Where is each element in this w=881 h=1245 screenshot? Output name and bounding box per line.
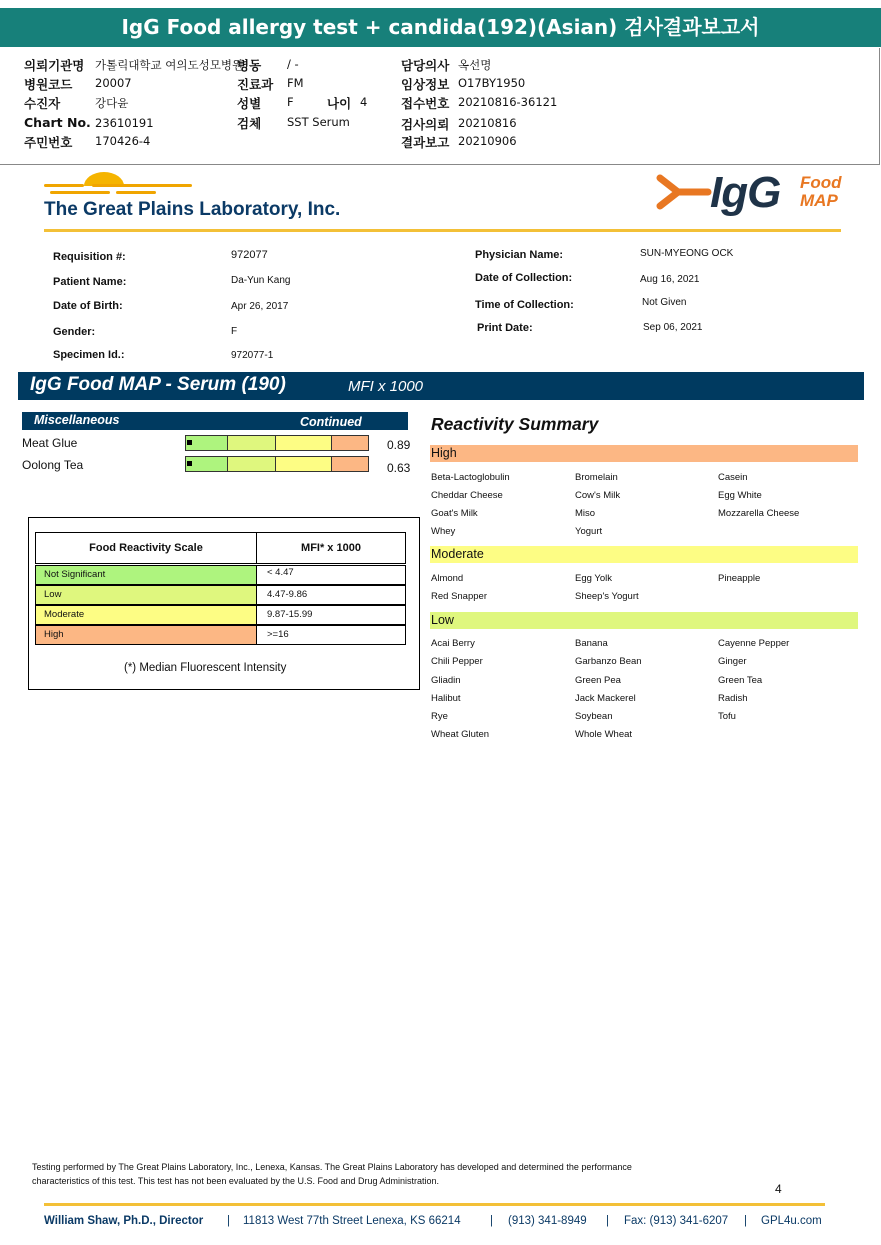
summary-title: Reactivity Summary	[431, 414, 599, 434]
reactivity-meter	[185, 435, 369, 451]
summary-low-item: Chili Pepper	[431, 656, 483, 667]
scale-range: 9.87-15.99	[256, 605, 406, 625]
continued-label: Continued	[300, 415, 362, 429]
summary-low-header: Low	[430, 612, 858, 629]
collection-time-value: Not Given	[642, 297, 687, 308]
ward-label: 병동	[237, 58, 262, 73]
ward-value: / -	[287, 57, 299, 71]
scale-level-low: Low	[35, 585, 257, 605]
lab-name: The Great Plains Laboratory, Inc.	[44, 199, 341, 220]
igg-logo-text: IgG	[710, 168, 781, 217]
summary-high-item: Yogurt	[575, 526, 603, 537]
chart-no-value: 23610191	[95, 116, 154, 130]
patient-name-label: Patient Name:	[53, 276, 127, 288]
scale-level-moderate: Moderate	[35, 605, 257, 625]
requisition-value: 972077	[231, 249, 268, 261]
reactivity-meter	[185, 456, 369, 472]
summary-low-item: Banana	[575, 638, 608, 649]
lab-website[interactable]: GPL4u.com	[761, 1215, 822, 1227]
request-date-label: 검사의뢰	[401, 117, 450, 132]
gender-label: Gender:	[53, 326, 96, 338]
gender-value: F	[231, 326, 238, 337]
page-number: 4	[775, 1182, 782, 1196]
food-value: 0.63	[387, 461, 411, 475]
food-name: Meat Glue	[22, 436, 78, 450]
summary-moderate-header: Moderate	[430, 546, 858, 563]
patient-name-value: Da-Yun Kang	[231, 275, 291, 286]
disclaimer-line-2: characteristics of this test. This test has not been evaluated by the U.S. Food and Drug Administration.	[32, 1176, 440, 1186]
collection-date-label: Date of Collection:	[475, 272, 573, 284]
sex-value: F	[287, 95, 294, 109]
summary-high-item: Egg White	[718, 490, 762, 501]
summary-low-item: Tofu	[718, 711, 736, 722]
specimen-label: 검체	[237, 116, 262, 131]
dob-label: Date of Birth:	[53, 300, 123, 312]
summary-moderate-item: Pineapple	[718, 573, 761, 584]
hospital-code-value: 20007	[95, 76, 132, 90]
summary-low-item: Green Pea	[575, 675, 621, 686]
summary-low-item: Cayenne Pepper	[718, 638, 790, 649]
footer-separator: |	[744, 1215, 747, 1227]
meter-marker	[187, 440, 192, 445]
summary-low-item: Halibut	[431, 693, 461, 704]
summary-high-item: Cheddar Cheese	[431, 490, 503, 501]
request-date-value: 20210816	[458, 116, 517, 130]
department-value: FM	[287, 76, 304, 90]
summary-low-item: Jack Mackerel	[575, 693, 636, 704]
scale-head-right: MFI* x 1000	[256, 532, 406, 564]
food-name: Oolong Tea	[22, 458, 84, 472]
specimen-id-value: 972077-1	[231, 350, 274, 361]
institution-value: 가톨릭대학교 여의도성모병원	[95, 58, 244, 72]
summary-high-header: High	[430, 445, 858, 462]
summary-high-item: Cow's Milk	[575, 490, 621, 501]
map-unit: MFI x 1000	[348, 378, 424, 395]
director-name: William Shaw, Ph.D., Director	[44, 1215, 204, 1227]
summary-high-item: Miso	[575, 508, 596, 519]
physician-value: SUN-MYEONG OCK	[640, 248, 734, 259]
department-label: 진료과	[237, 77, 274, 92]
summary-moderate-item: Red Snapper	[431, 591, 487, 602]
summary-low-item: Whole Wheat	[575, 729, 633, 740]
summary-moderate-item: Almond	[431, 573, 464, 584]
clinical-info-label: 임상정보	[401, 77, 450, 92]
summary-low-item: Ginger	[718, 656, 747, 667]
meter-marker	[187, 461, 192, 466]
food-value: 0.89	[387, 438, 411, 452]
clinical-info-value: O17BY1950	[458, 76, 526, 90]
specimen-value: SST Serum	[287, 115, 350, 129]
summary-moderate-item: Egg Yolk	[575, 573, 612, 584]
summary-low-item: Soybean	[575, 711, 613, 722]
summary-low-item: Wheat Gluten	[431, 729, 490, 740]
summary-low-item: Gliadin	[431, 675, 461, 686]
patient-label: 수진자	[24, 96, 61, 111]
summary-low-item: Acai Berry	[431, 638, 475, 649]
lab-fax: Fax: (913) 341-6207	[624, 1215, 729, 1227]
summary-high-item: Beta-Lactoglobulin	[431, 472, 510, 483]
scale-level-not-significant: Not Significant	[35, 565, 257, 585]
section-title: Miscellaneous	[34, 413, 120, 427]
age-value: 4	[360, 95, 368, 109]
report-title: IgG Food allergy test + candida(192)(Asian) 검사결과보고서	[121, 15, 760, 39]
summary-high-item: Mozzarella Cheese	[718, 508, 800, 519]
resident-no-label: 주민번호	[24, 135, 73, 150]
report-date-label: 결과보고	[401, 135, 450, 150]
lab-phone: (913) 341-8949	[508, 1215, 587, 1227]
scale-head-left: Food Reactivity Scale	[35, 532, 257, 564]
patient-value: 강다윤	[95, 96, 129, 110]
scale-range: 4.47-9.86	[256, 585, 406, 605]
physician-label: Physician Name:	[475, 249, 564, 261]
summary-high-item: Whey	[431, 526, 456, 537]
hospital-code-label: 병원코드	[24, 77, 73, 92]
summary-low-item: Rye	[431, 711, 448, 722]
summary-low-item: Green Tea	[718, 675, 763, 686]
summary-high-item: Goat's Milk	[431, 508, 478, 519]
sex-label: 성별	[237, 96, 262, 111]
accession-label: 접수번호	[401, 96, 450, 111]
scale-range: >=16	[256, 625, 406, 645]
age-label: 나이	[327, 96, 352, 111]
institution-label: 의뢰기관명	[24, 58, 85, 73]
summary-high-item: Bromelain	[575, 472, 618, 483]
header-gold-line	[44, 229, 841, 232]
map-title: IgG Food MAP - Serum (190)	[30, 374, 286, 395]
antibody-icon	[656, 170, 712, 214]
scale-level-high: High	[35, 625, 257, 645]
summary-high-item: Casein	[718, 472, 748, 483]
footer-gold-line	[44, 1203, 825, 1206]
summary-low-item: Garbanzo Bean	[575, 656, 642, 667]
summary-moderate-item: Sheep's Yogurt	[575, 591, 639, 602]
footer-separator: |	[490, 1215, 493, 1227]
chart-no-label: Chart No.	[24, 115, 91, 130]
resident-no-value: 170426-4	[95, 134, 151, 148]
print-date-label: Print Date:	[477, 322, 533, 334]
collection-date-value: Aug 16, 2021	[640, 274, 700, 285]
footer-separator: |	[606, 1215, 609, 1227]
logo-map-text: MAP	[800, 191, 838, 210]
doctor-value: 옥선명	[458, 58, 492, 72]
doctor-label: 담당의사	[401, 58, 450, 73]
dob-value: Apr 26, 2017	[231, 301, 289, 312]
specimen-id-label: Specimen Id.:	[53, 349, 125, 361]
collection-time-label: Time of Collection:	[475, 299, 574, 311]
print-date-value: Sep 06, 2021	[643, 322, 703, 333]
summary-low-item: Radish	[718, 693, 748, 704]
scale-footnote: (*) Median Fluorescent Intensity	[124, 662, 287, 674]
lab-address: 11813 West 77th Street Lenexa, KS 66214	[243, 1215, 461, 1227]
disclaimer-line-1: Testing performed by The Great Plains Laboratory, Inc., Lenexa, Kansas. The Great Plains Laboratory has developed and determined the performance	[32, 1162, 632, 1172]
scale-range: < 4.47	[256, 565, 406, 585]
report-date-value: 20210906	[458, 134, 517, 148]
footer-separator: |	[227, 1215, 230, 1227]
requisition-label: Requisition #:	[53, 251, 126, 263]
accession-value: 20210816-36121	[458, 95, 558, 109]
logo-food-text: Food	[800, 173, 842, 192]
